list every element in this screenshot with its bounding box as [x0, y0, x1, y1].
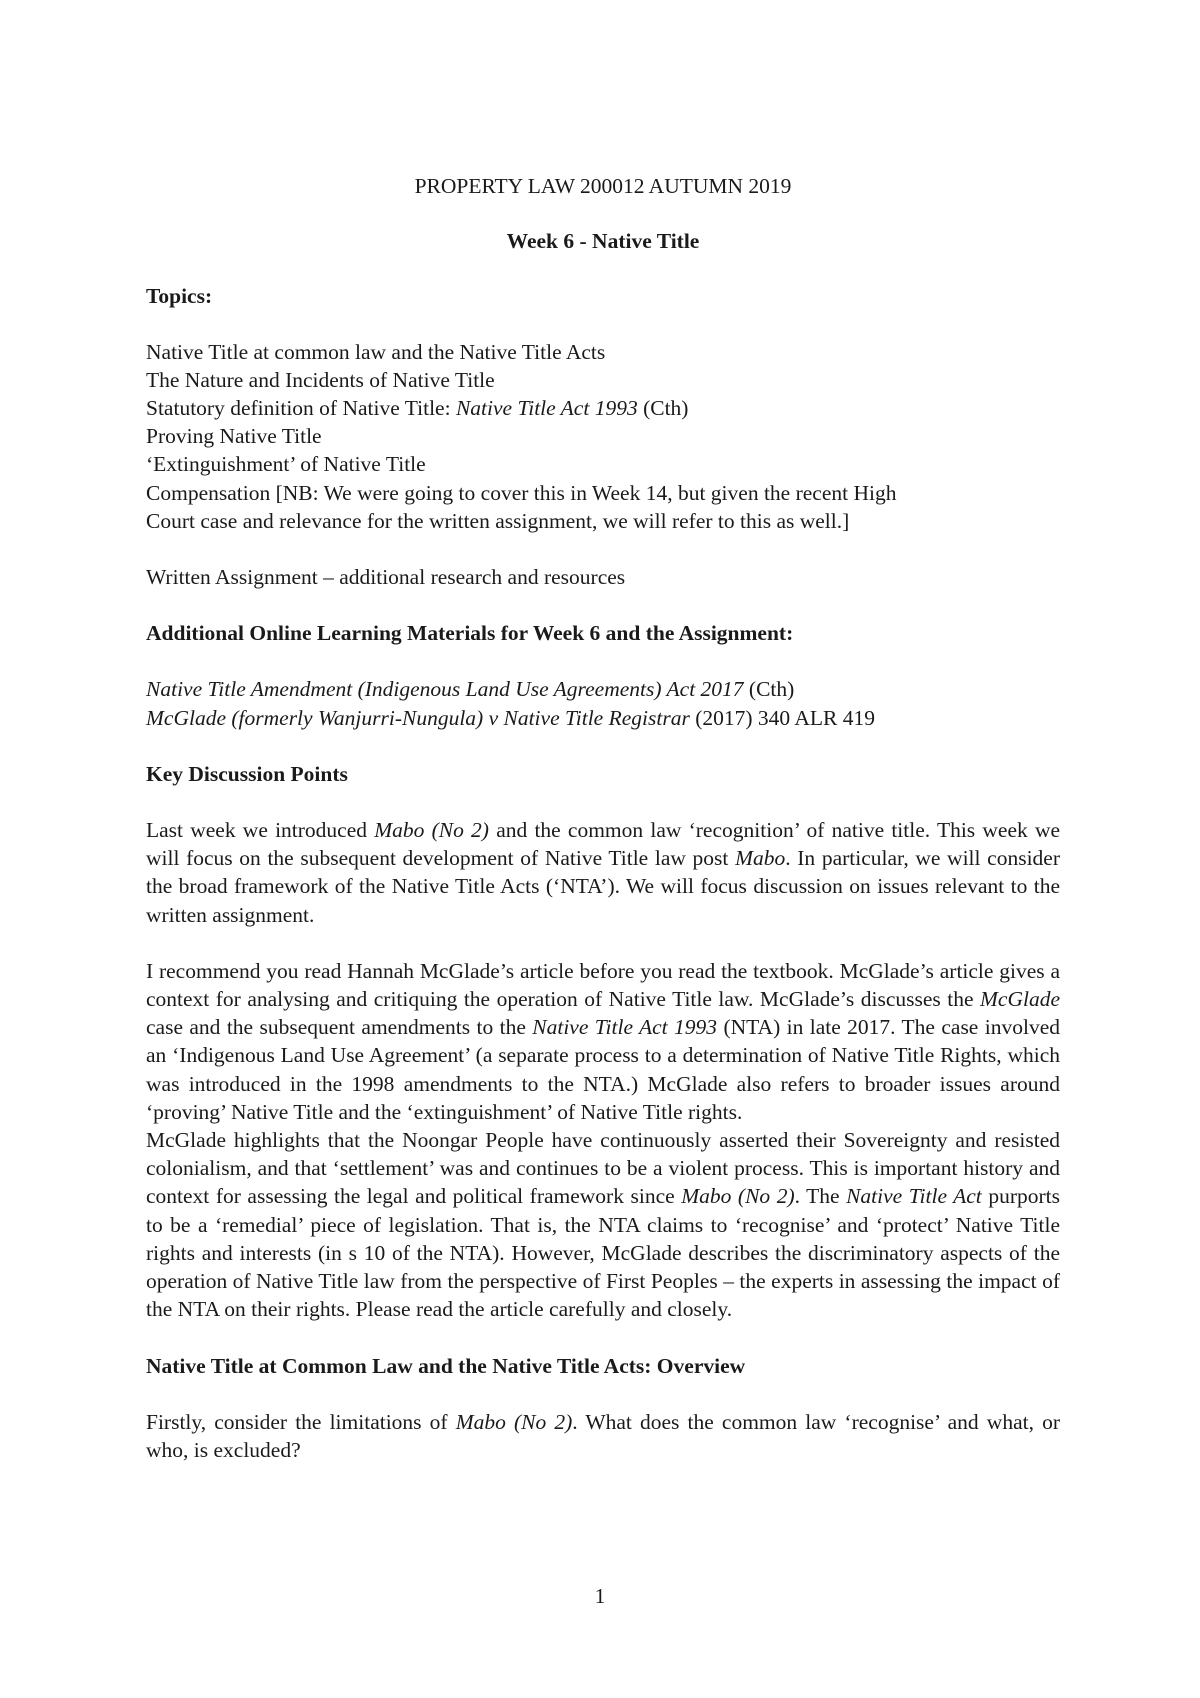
- key-discussion-heading: Key Discussion Points: [146, 761, 348, 786]
- topic-item: Compensation [NB: We were going to cover this in Week 14, but given the recent High: [146, 480, 897, 505]
- topic-item: Proving Native Title: [146, 424, 322, 449]
- overview-heading: Native Title at Common Law and the Native Title Acts: Overview: [146, 1353, 746, 1378]
- topic-item: Court case and relevance for the written assignment, we will refer to this as well.]: [146, 508, 850, 533]
- topics-heading: Topics:: [146, 284, 213, 309]
- materials-item: McGlade (formerly Wanjurri-Nungula) v Native Title Registrar (2017) 340 ALR 419: [146, 705, 875, 730]
- materials-item: Native Title Amendment (Indigenous Land Use Agreements) Act 2017 (Cth): [146, 677, 795, 702]
- paragraph: McGlade highlights that the Noongar People have continuously asserted their Sovereignty and resisted colonialism, and that ‘settlement’ was and continues to be a violent process. This is important history and context for assessing the legal and political framework since Mabo (No 2). The Native Title Act purports to be a ‘remedial’ piece of legislation. That is, the NTA claims to ‘recognise’ and ‘protect’ Native Title rights and interests (in s 10 of the NTA). However, McGlade describes the discriminatory aspects of the operation of Native Title law from the perspective of First Peoples – the experts in assessing the impact of the NTA on their rights. Please read the article carefully and closely.: [146, 1128, 1060, 1322]
- week-title: Week 6 - Native Title: [506, 229, 700, 254]
- paragraph: Last week we introduced Mabo (No 2) and the common law ‘recognition’ of native title. This week we will focus on the subsequent development of Native Title law post Mabo. In particular, we will consider the broad framework of the Native Title Acts (‘NTA’). We will focus discussion on issues relevant to the written assignment.: [146, 818, 1061, 927]
- topic-item: ‘Extinguishment’ of Native Title: [146, 452, 426, 477]
- topic-item: The Nature and Incidents of Native Title: [146, 367, 495, 392]
- additional-materials-heading: Additional Online Learning Materials for Week 6 and the Assignment:: [146, 621, 794, 646]
- document-page: [146, 172, 1060, 1464]
- page-number: 1: [594, 1584, 606, 1608]
- paragraph: Firstly, consider the limitations of Mabo (No 2). What does the common law ‘recognise’ and what, or who, is excluded?: [146, 1409, 1060, 1462]
- topics-list: [146, 338, 1060, 535]
- topic-item: Statutory definition of Native Title: Native Title Act 1993 (Cth): [146, 396, 689, 421]
- paragraph: I recommend you read Hannah McGlade’s article before you read the textbook. McGlade’s article gives a context for analysing and critiquing the operation of Native Title law. McGlade’s discusses the McGlade case and the subsequent amendments to the Native Title Act 1993 (NTA) in late 2017. The case involved an ‘Indigenous Land Use Agreement’ (a separate process to a determination of Native Title Rights, which was introduced in the 1998 amendments to the NTA.) McGlade also refers to broader issues around ‘proving’ Native Title and the ‘extinguishment’ of Native Title rights.: [146, 958, 1060, 1124]
- course-title: PROPERTY LAW 200012 AUTUMN 2019: [414, 174, 792, 198]
- written-assignment-line: Written Assignment – additional research and resources: [146, 565, 626, 590]
- topic-item: Native Title at common law and the Native Title Acts: [146, 339, 606, 364]
